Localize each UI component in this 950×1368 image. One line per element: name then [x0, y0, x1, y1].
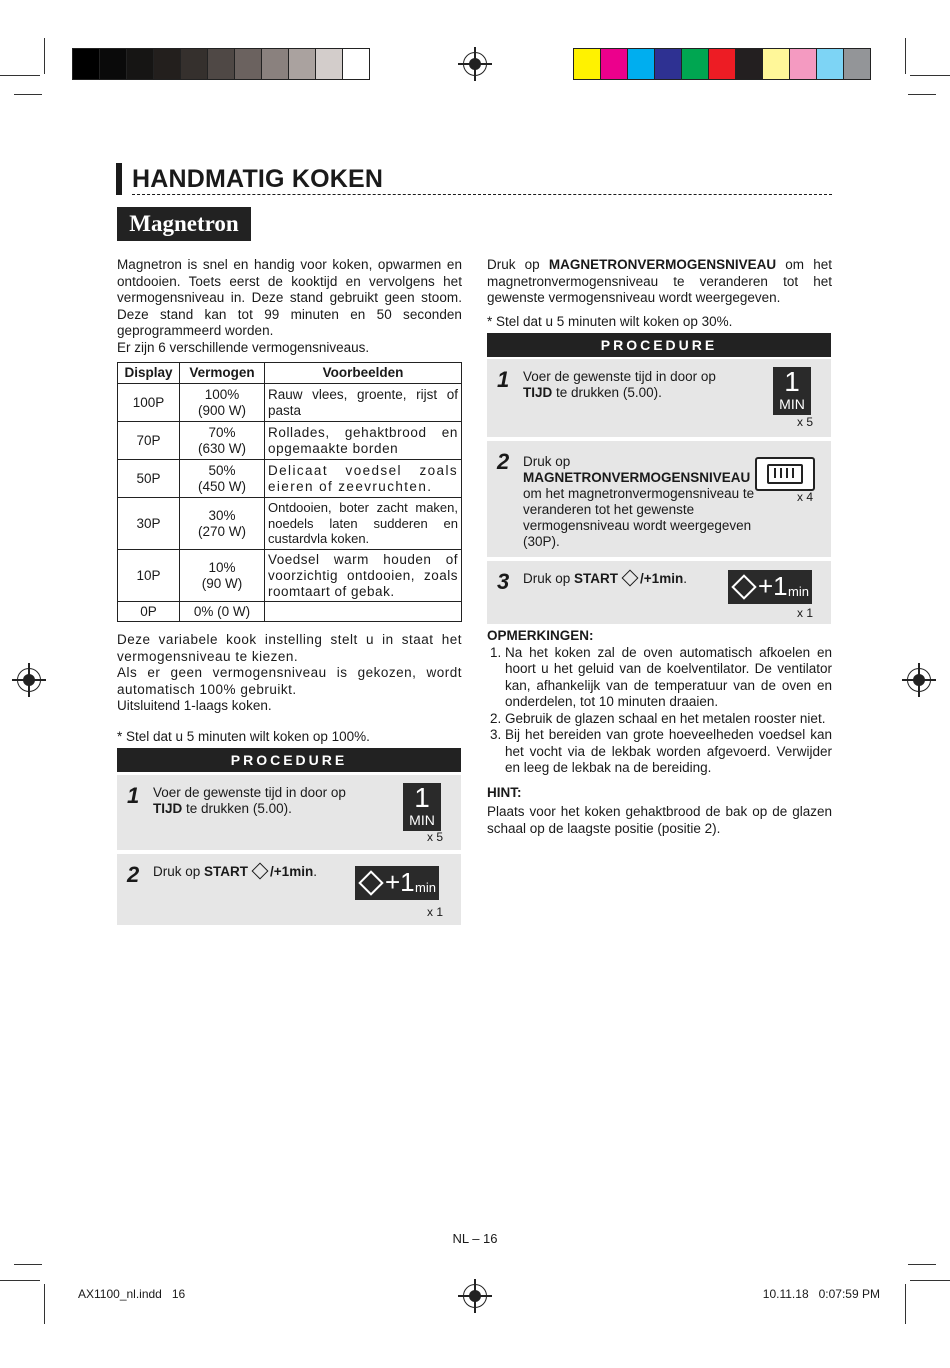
cell-example: Rollades, gehaktbrood en opgemaakte borden: [265, 422, 462, 460]
procedure-step: [117, 775, 461, 850]
step-text: [523, 369, 753, 401]
heading-accent-bar: [116, 163, 122, 195]
after-table-paragraph: Uitsluitend 1-laags koken.: [117, 698, 272, 713]
cell-display: 0P: [118, 602, 180, 622]
step-key-name: /+1min: [640, 571, 684, 586]
power-percent: 50%: [208, 462, 236, 478]
table-row: [118, 422, 462, 460]
step-number: 2: [127, 862, 140, 887]
gray-swatch: [73, 49, 100, 79]
procedure-step: [487, 441, 831, 557]
procedure-step: [117, 854, 461, 925]
color-calibration-bar: [573, 48, 871, 80]
key-digit: 1: [784, 366, 800, 397]
registration-mark-icon: [463, 52, 487, 76]
step-text: [153, 864, 353, 880]
cell-example: Voedsel warm houden of voorzichtig ontdooien, zoals roomtaart of gebak.: [265, 550, 462, 602]
hint-title: HINT:: [487, 784, 522, 800]
gray-swatch: [100, 49, 127, 79]
step-text: [523, 571, 723, 587]
color-swatch: [709, 49, 736, 79]
section-heading: [116, 163, 832, 195]
key-label: MIN: [779, 396, 805, 412]
press-count: x 1: [796, 606, 813, 620]
crop-mark: [0, 75, 40, 76]
start-plus1min-key-icon: [355, 866, 439, 900]
hint-text: Plaats voor het koken gehaktbrood de bak op de glazen schaal op de laagste positie (positie 2).: [487, 804, 832, 836]
start-plus1min-key-icon: [728, 570, 812, 604]
after-table-text: [117, 632, 462, 715]
crop-mark: [905, 1284, 906, 1324]
crop-mark: [910, 75, 950, 76]
intro-text: [117, 257, 462, 356]
cell-display: 100P: [118, 384, 180, 422]
gray-swatch: [208, 49, 235, 79]
gray-swatch: [127, 49, 154, 79]
intro-text-part: om het magnetronvermogensniveau te veranderen tot het gewenste vermogensniveau wordt weergegeven.: [487, 257, 832, 305]
start-diamond-icon: [252, 863, 269, 880]
table-row: [118, 498, 462, 550]
start-diamond-icon: [731, 574, 756, 599]
color-swatch: [655, 49, 682, 79]
color-swatch: [844, 49, 870, 79]
gray-swatch: [316, 49, 343, 79]
power-percent: 30%: [208, 507, 236, 523]
cell-display: 30P: [118, 498, 180, 550]
cell-display: 10P: [118, 550, 180, 602]
step-text-part: te drukken (5.00).: [556, 385, 662, 400]
table-row: [118, 384, 462, 422]
crop-mark: [908, 1264, 936, 1265]
power-watt: (900 W): [197, 402, 246, 418]
registration-mark-icon: [463, 1284, 487, 1308]
power-percent: 100%: [204, 386, 240, 402]
note-item: 2. Gebruik de glazen schaal en het metalen rooster niet.: [505, 711, 832, 728]
step-text-part: Voer de gewenste tijd in door op: [153, 785, 346, 800]
col-header-examples: Voorbeelden: [265, 363, 462, 384]
color-swatch: [601, 49, 628, 79]
cell-example: Delicaat voedsel zoals eieren of zeevruchten.: [265, 460, 462, 498]
after-table-paragraph: Als er geen vermogensniveau is gekozen, wordt automatisch 100% gebruikt.: [117, 665, 462, 697]
crop-mark: [910, 1280, 950, 1281]
table-row: [118, 550, 462, 602]
notes-section: [487, 628, 832, 837]
step-text-part: Druk op: [523, 571, 571, 586]
gray-swatch: [154, 49, 181, 79]
press-count: x 5: [796, 415, 813, 429]
gray-calibration-bar: [72, 48, 370, 80]
key-plus-label: +1: [385, 867, 415, 897]
power-watt: (630 W): [197, 440, 246, 456]
press-count: x 1: [426, 905, 443, 919]
key-min-label: min: [788, 584, 809, 599]
step-text-part: te drukken (5.00).: [186, 801, 292, 816]
registration-mark-icon: [907, 668, 931, 692]
procedure-header: PROCEDURE: [487, 333, 831, 357]
gray-swatch: [343, 49, 369, 79]
microwave-power-key-icon: [755, 457, 815, 491]
color-swatch: [790, 49, 817, 79]
procedure-header: PROCEDURE: [117, 748, 461, 772]
notes-title: OPMERKINGEN:: [487, 628, 594, 643]
table-row: [118, 602, 462, 622]
procedure-step: [487, 561, 831, 624]
cell-power: [180, 460, 265, 498]
step-text-part: Voer de gewenste tijd in door op: [523, 369, 716, 384]
step-key-name: START: [204, 864, 249, 879]
power-watt: (450 W): [197, 478, 246, 494]
power-watt: (270 W): [197, 523, 246, 539]
power-percent: 10%: [208, 559, 236, 575]
press-count: x 5: [426, 830, 443, 844]
step-text: [153, 785, 383, 817]
intro-paragraph: Er zijn 6 verschillende vermogensniveaus.: [117, 339, 370, 355]
step-key-name: MAGNETRONVERMOGENSNIVEAU: [523, 470, 751, 485]
right-intro-paragraph: [487, 257, 832, 307]
gray-swatch: [235, 49, 262, 79]
step-text-part: Druk op: [153, 864, 201, 879]
cell-power: [180, 422, 265, 460]
intro-text-part: Druk op: [487, 257, 540, 272]
note-item: 1. Na het koken zal de oven automatisch afkoelen en hoort u het geluid van de koelventilator. De ventilator kan, afhankelijk van de temperatuur van de oven en onderdelen, tot 10 minuten draaien.: [505, 645, 832, 711]
example-note: * Stel dat u 5 minuten wilt koken op 100%.: [117, 729, 370, 744]
step-text-part: .: [313, 864, 317, 879]
cell-power: 0% (0 W): [180, 602, 265, 622]
step-text-part: Druk op: [523, 454, 571, 469]
power-level-table: [117, 362, 462, 622]
time-min-key-icon: [773, 367, 811, 415]
gray-swatch: [289, 49, 316, 79]
crop-mark: [14, 1264, 42, 1265]
key-label: MIN: [409, 812, 435, 828]
col-header-display: Display: [118, 363, 180, 384]
step-key-name: /+1min: [270, 864, 314, 879]
cell-example: [265, 602, 462, 622]
intro-key-name: MAGNETRONVERMOGENSNIVEAU: [548, 257, 777, 272]
key-min-label: min: [415, 880, 436, 895]
color-swatch: [817, 49, 844, 79]
step-text-part: .: [683, 571, 687, 586]
step-number: 1: [127, 783, 140, 808]
color-swatch: [628, 49, 655, 79]
registration-mark-icon: [17, 668, 41, 692]
power-percent: 70%: [208, 424, 236, 440]
subtitle-badge: Magnetron: [117, 207, 251, 241]
intro-paragraph: Magnetron is snel en handig voor koken, opwarmen en ontdooien. Toets eerst de kooktijd en vervolgens het vermogensniveau in. Deze stand gebruikt geen stoom. Deze stand kan tot 99 minuten en 50 seconden geprogrammeerd worden.: [117, 257, 462, 338]
cell-power: [180, 384, 265, 422]
step-text: [523, 454, 773, 550]
crop-mark: [14, 94, 42, 95]
procedure-step: [487, 359, 831, 437]
step-key-name: TIJD: [523, 385, 553, 400]
time-min-key-icon: [403, 783, 441, 831]
cell-power: [180, 550, 265, 602]
file-slug: AX1100_nl.indd 16: [78, 1287, 186, 1301]
key-digit: 1: [414, 782, 430, 813]
step-key-name: START: [574, 571, 619, 586]
cell-display: 70P: [118, 422, 180, 460]
page-number: NL – 16: [452, 1231, 498, 1246]
step-number: 3: [497, 569, 510, 594]
example-note: * Stel dat u 5 minuten wilt koken op 30%.: [487, 314, 733, 329]
key-plus-label: +1: [758, 571, 788, 601]
microwave-symbol-icon: [767, 464, 803, 484]
crop-mark: [0, 1280, 40, 1281]
color-swatch: [736, 49, 763, 79]
cell-power: [180, 498, 265, 550]
cell-example: Ontdooien, boter zacht maken, noedels laten sudderen en custardvla koken.: [265, 498, 462, 550]
date-slug: 10.11.18 0:07:59 PM: [762, 1287, 880, 1301]
start-diamond-icon: [622, 570, 639, 587]
cell-display: 50P: [118, 460, 180, 498]
color-swatch: [682, 49, 709, 79]
color-swatch: [574, 49, 601, 79]
heading-dashed-rule: [132, 194, 832, 195]
table-row: [118, 460, 462, 498]
crop-mark: [44, 1284, 45, 1324]
cell-example: Rauw vlees, groente, rijst of pasta: [265, 384, 462, 422]
step-key-name: TIJD: [153, 801, 183, 816]
page-title: HANDMATIG KOKEN: [132, 165, 384, 193]
note-item: 3. Bij het bereiden van grote hoeveelheden voedsel kan het vocht via de lekbak worden afgevoerd. Verwijder en leeg de lekbak na de bereiding.: [505, 727, 832, 777]
crop-mark: [44, 38, 45, 74]
right-intro: [487, 257, 832, 307]
gray-swatch: [262, 49, 289, 79]
notes-list: [487, 645, 832, 777]
crop-mark: [905, 38, 906, 74]
power-watt: (90 W): [201, 575, 243, 591]
after-table-paragraph: Deze variabele kook instelling stelt u in staat het vermogensniveau te kiezen.: [117, 632, 462, 664]
gray-swatch: [181, 49, 208, 79]
step-text-part: om het magnetronvermogensniveau te veranderen tot het gewenste vermogensniveau wordt weergegeven (30P).: [523, 486, 755, 549]
color-swatch: [763, 49, 790, 79]
press-count: x 4: [796, 490, 813, 504]
step-number: 1: [497, 367, 510, 392]
table-header-row: [118, 363, 462, 384]
step-number: 2: [497, 449, 510, 474]
start-diamond-icon: [358, 870, 383, 895]
crop-mark: [908, 94, 936, 95]
col-header-power: Vermogen: [180, 363, 265, 384]
